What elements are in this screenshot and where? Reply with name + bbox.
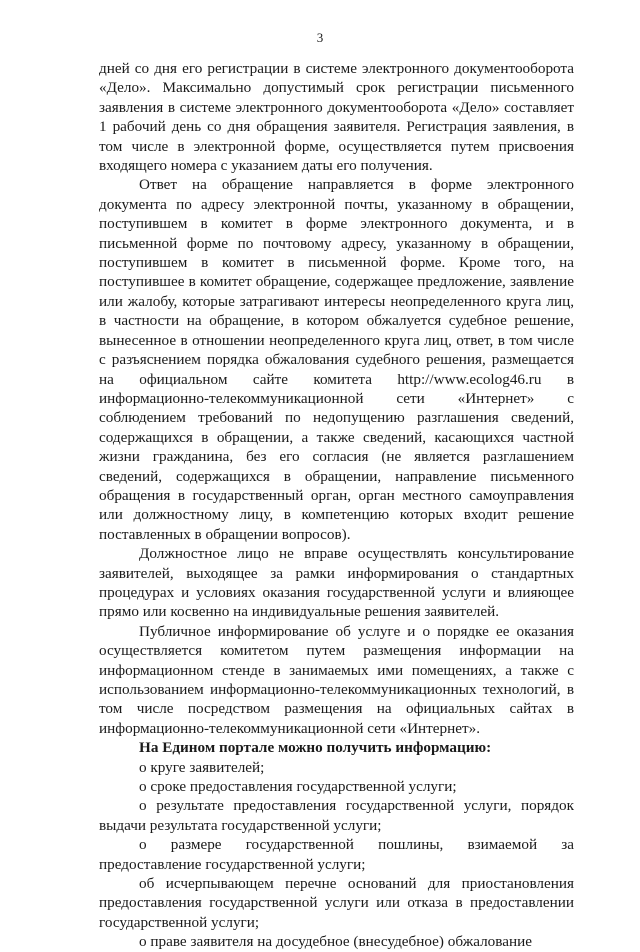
paragraph-portal-heading: На Едином портале можно получить информацию: <box>139 739 492 757</box>
list-item-result: о результате предоставления государственной услуги, порядок выдачи результата государственной услуги; <box>99 797 574 834</box>
paragraph-response-delivery: Ответ на обращение направляется в форме электронного документа по адресу электронной почты, указанному в обращении, поступившем в комитет в форме электронного документа, и в письменной форме по почтовому адресу, указанному в обращении, поступившем в комитет в письменной форме. Кроме того, на поступившее в комитет обращение, содержащее предложение, заявление или жалобу, которые затрагивают интересы неопределенного круга лиц, в частности на обращение, в котором обжалуется судебное решение, вынесенное в отношении неопределенного круга лиц, ответ, в том числе с разъяснением порядка обжалования судебного решения, размещается на официальном сайте комитета http://www.ecolog46.ru в информационно-телекоммуникационной сети «Интернет» с соблюдением требований по недопущению разглашения сведений, содержащихся в обращении, а также сведений, касающихся частной жизни гражданина, без его согласия (не является разглашением сведений, содержащихся в обращении, направление письменного обращения в государственный орган, орган местного самоуправления или должностному лицу, в компетенцию которых входит решение поставленных в обращении вопросов). <box>99 176 574 543</box>
paragraph-public-information: Публичное информирование об услуге и о порядке ее оказания осуществляется комитетом путем размещения информации на информационном стенде в занимаемых ими помещениях, а также с использованием информационно-телекоммуникационных технологий, в том числе посредством размещения на официальных сайтах в информационно-телекоммуникационной сети «Интернет». <box>99 622 574 737</box>
list-item-grounds: об исчерпывающем перечне оснований для приостановления предоставления государственной услуги или отказа в предоставлении государственной услуги; <box>99 875 574 931</box>
paragraph-registration-continued: дней со дня его регистрации в системе электронного документооборота «Дело». Максимально допустимый срок регистрации письменного заявления в системе электронного документооборота «Дело» составляет 1 рабочий день со дня обращения заявителя. Регистрация заявления, в том числе в электронной форме, осуществляется путем присвоения входящего номера с указанием даты его получения. <box>99 60 574 175</box>
list-item-fee: о размере государственной пошлины, взимаемой за предоставление государственной услуги; <box>99 836 574 873</box>
list-item-appeal: о праве заявителя на досудебное (внесудебное) обжалование <box>139 933 532 951</box>
document-body <box>99 59 574 952</box>
paragraph-consultation-restriction: Должностное лицо не вправе осуществлять консультирование заявителей, выходящее за рамки информирования о стандартных процедурах и условиях оказания государственной услуги и влияющее прямо или косвенно на индивидуальные решения заявителей. <box>99 545 574 621</box>
list-item-term: о сроке предоставления государственной услуги; <box>139 778 457 796</box>
page-number: 3 <box>316 30 324 45</box>
list-item-applicants: о круге заявителей; <box>139 758 265 776</box>
